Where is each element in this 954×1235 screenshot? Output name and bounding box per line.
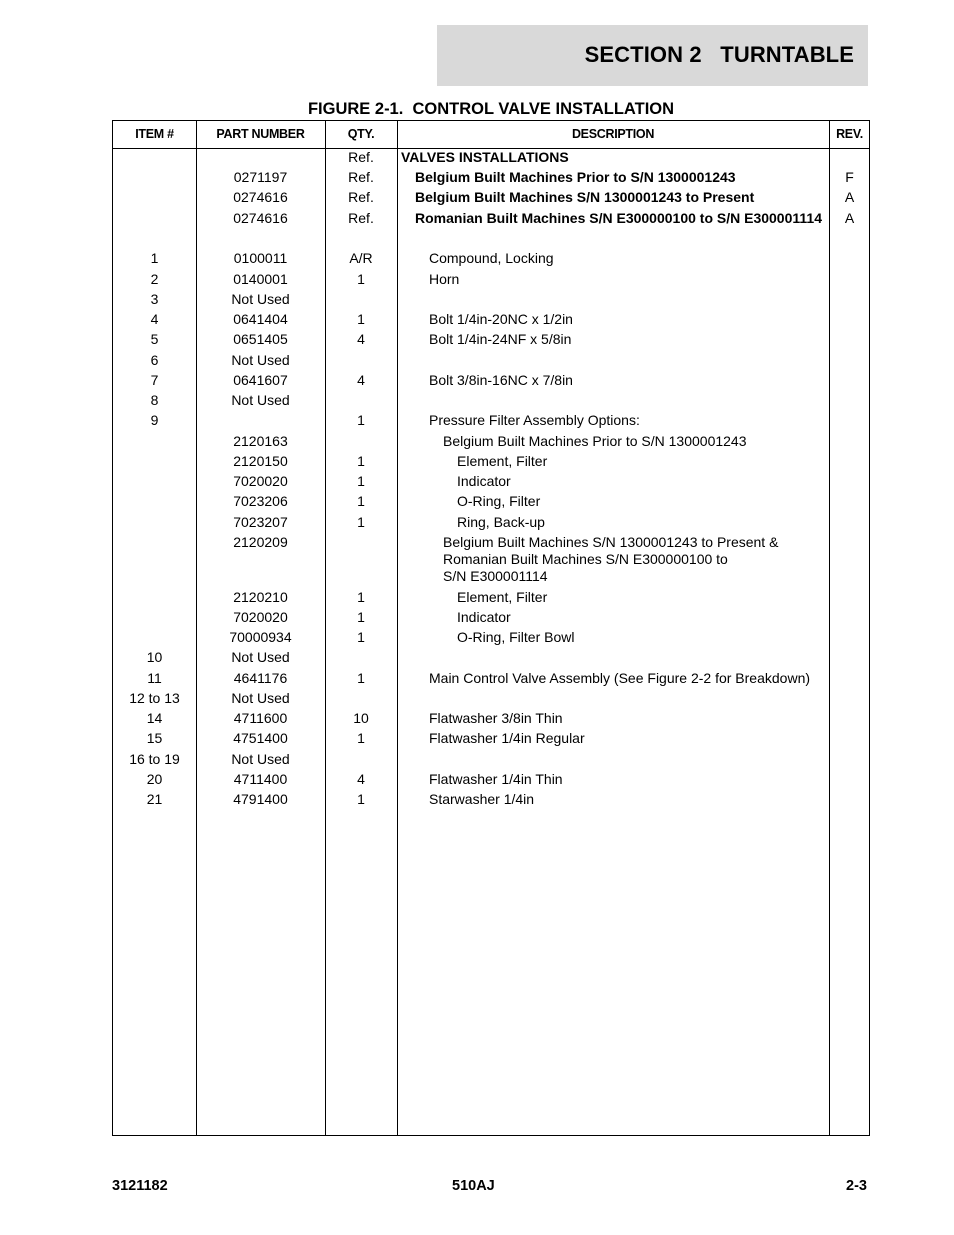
part-number-cell: 4711400 [233,771,288,787]
qty-cell: 4 [357,372,365,388]
qty-cell: Ref. [348,169,374,185]
part-number-cell: 4711600 [233,710,288,726]
part-number-cell: 7023207 [233,514,288,530]
part-number-cell: 4791400 [233,791,288,807]
footer-document-number: 3121182 [112,1178,168,1194]
part-number-cell: 7020020 [233,609,288,625]
part-number-cell: Not Used [231,751,290,767]
item-number-cell: 15 [146,730,163,746]
description-cell: Flatwasher 1/4in Thin [429,771,563,787]
qty-cell: 1 [357,271,365,287]
description-cell: Romanian Built Machines S/N E300000100 to S/N E300001114 [415,210,822,226]
qty-cell: 1 [357,412,365,428]
part-number-cell: 2120150 [233,453,288,469]
item-number-cell: 3 [150,291,159,307]
item-number-cell: 4 [150,311,159,327]
part-number-cell: Not Used [231,690,290,706]
part-number-cell: 0140001 [233,271,288,287]
part-number-cell: 4641176 [233,670,288,686]
column-header-part-number: PART NUMBER [216,127,305,141]
part-number-cell: 0271197 [233,169,288,185]
description-cell: O-Ring, Filter Bowl [457,629,575,645]
rev-cell: A [844,189,855,205]
description-cell: Flatwasher 1/4in Regular [429,730,585,746]
qty-cell: 1 [357,670,365,686]
item-number-cell: 8 [150,392,159,408]
rev-cell: A [844,210,855,226]
item-number-cell: 16 to 19 [129,751,180,767]
item-number-cell: 9 [150,412,159,428]
part-number-cell: 7023206 [233,493,288,509]
description-cell: Indicator [457,473,511,489]
qty-cell: Ref. [348,149,374,165]
item-number-cell: 7 [150,372,159,388]
item-number-cell: 12 to 13 [129,690,180,706]
column-divider [829,121,830,1135]
column-header-rev: REV. [836,127,863,141]
part-number-cell: Not Used [231,392,290,408]
column-header-description: DESCRIPTION [571,127,655,141]
qty-cell: 1 [357,791,365,807]
item-number-cell: 14 [146,710,163,726]
part-number-cell: 70000934 [229,629,292,645]
description-cell: Main Control Valve Assembly (See Figure 2-2 for Breakdown) [429,670,811,686]
part-number-cell: Not Used [231,352,290,368]
qty-cell: 1 [357,453,365,469]
item-number-cell: 11 [147,670,162,686]
qty-cell: 1 [357,473,365,489]
qty-cell: 10 [353,710,369,726]
qty-cell: Ref. [348,210,374,226]
part-number-cell: 0274616 [233,189,288,205]
description-cell: Starwasher 1/4in [429,791,535,807]
description-cell: Belgium Built Machines S/N 1300001243 to Present [415,189,755,205]
column-header-qty: QTY. [347,127,375,141]
description-cell: Belgium Built Machines Prior to S/N 1300001243 [443,433,747,449]
part-number-cell: 0641607 [233,372,288,388]
section-title: SECTION 2 TURNTABLE [584,42,854,67]
part-number-cell: 2120210 [233,589,288,605]
description-cell: Bolt 1/4in-24NF x 5/8in [429,331,572,347]
section-header [437,25,868,86]
qty-cell: 1 [357,629,365,645]
item-number-cell: 5 [150,331,159,347]
part-number-cell: 7020020 [233,473,288,489]
qty-cell: 1 [357,311,365,327]
qty-cell: 1 [357,514,365,530]
qty-cell: 1 [357,609,365,625]
qty-cell: A/R [349,250,373,266]
description-cell: Bolt 1/4in-20NC x 1/2in [429,311,573,327]
part-number-cell: 2120163 [233,433,288,449]
description-cell: Romanian Built Machines S/N E300000100 to [443,551,728,567]
description-cell: Belgium Built Machines S/N 1300001243 to Present & [443,534,779,550]
description-cell: O-Ring, Filter [457,493,541,509]
description-cell: Pressure Filter Assembly Options: [429,412,640,428]
item-number-cell: 1 [150,250,159,266]
qty-cell: 1 [357,493,365,509]
description-cell: Indicator [457,609,511,625]
qty-cell: 1 [357,730,365,746]
part-number-cell: 0100011 [233,250,288,266]
description-cell: Ring, Back-up [457,514,545,530]
item-number-cell: 6 [150,352,159,368]
item-number-cell: 10 [146,649,163,665]
description-cell: Horn [429,271,460,287]
description-cell: Element, Filter [457,589,548,605]
item-number-cell: 2 [150,271,159,287]
description-cell: Bolt 3/8in-16NC x 7/8in [429,372,573,388]
description-cell: VALVES INSTALLATIONS [401,149,569,165]
footer-model: 510AJ [452,1178,495,1194]
part-number-cell: 0641404 [233,311,288,327]
description-cell: Belgium Built Machines Prior to S/N 1300001243 [415,169,736,185]
item-number-cell: 21 [146,791,163,807]
item-number-cell: 20 [146,771,163,787]
part-number-cell: 0274616 [233,210,288,226]
description-cell: Element, Filter [457,453,548,469]
qty-cell: Ref. [348,189,374,205]
part-number-cell: 2120209 [233,534,288,550]
parts-table [112,120,870,1136]
part-number-cell: Not Used [231,649,290,665]
part-number-cell: 0651405 [233,331,288,347]
description-cell: Flatwasher 3/8in Thin [429,710,563,726]
description-cell: Compound, Locking [429,250,554,266]
qty-cell: 4 [357,331,365,347]
qty-cell: 1 [357,589,365,605]
qty-cell: 4 [357,771,365,787]
rev-cell: F [845,169,854,185]
footer-page-number: 2-3 [846,1178,867,1194]
part-number-cell: Not Used [231,291,290,307]
column-header-item: ITEM # [135,127,174,141]
part-number-cell: 4751400 [233,730,288,746]
description-cell: S/N E300001114 [443,568,548,584]
figure-title: FIGURE 2-1. CONTROL VALVE INSTALLATION [307,100,675,118]
